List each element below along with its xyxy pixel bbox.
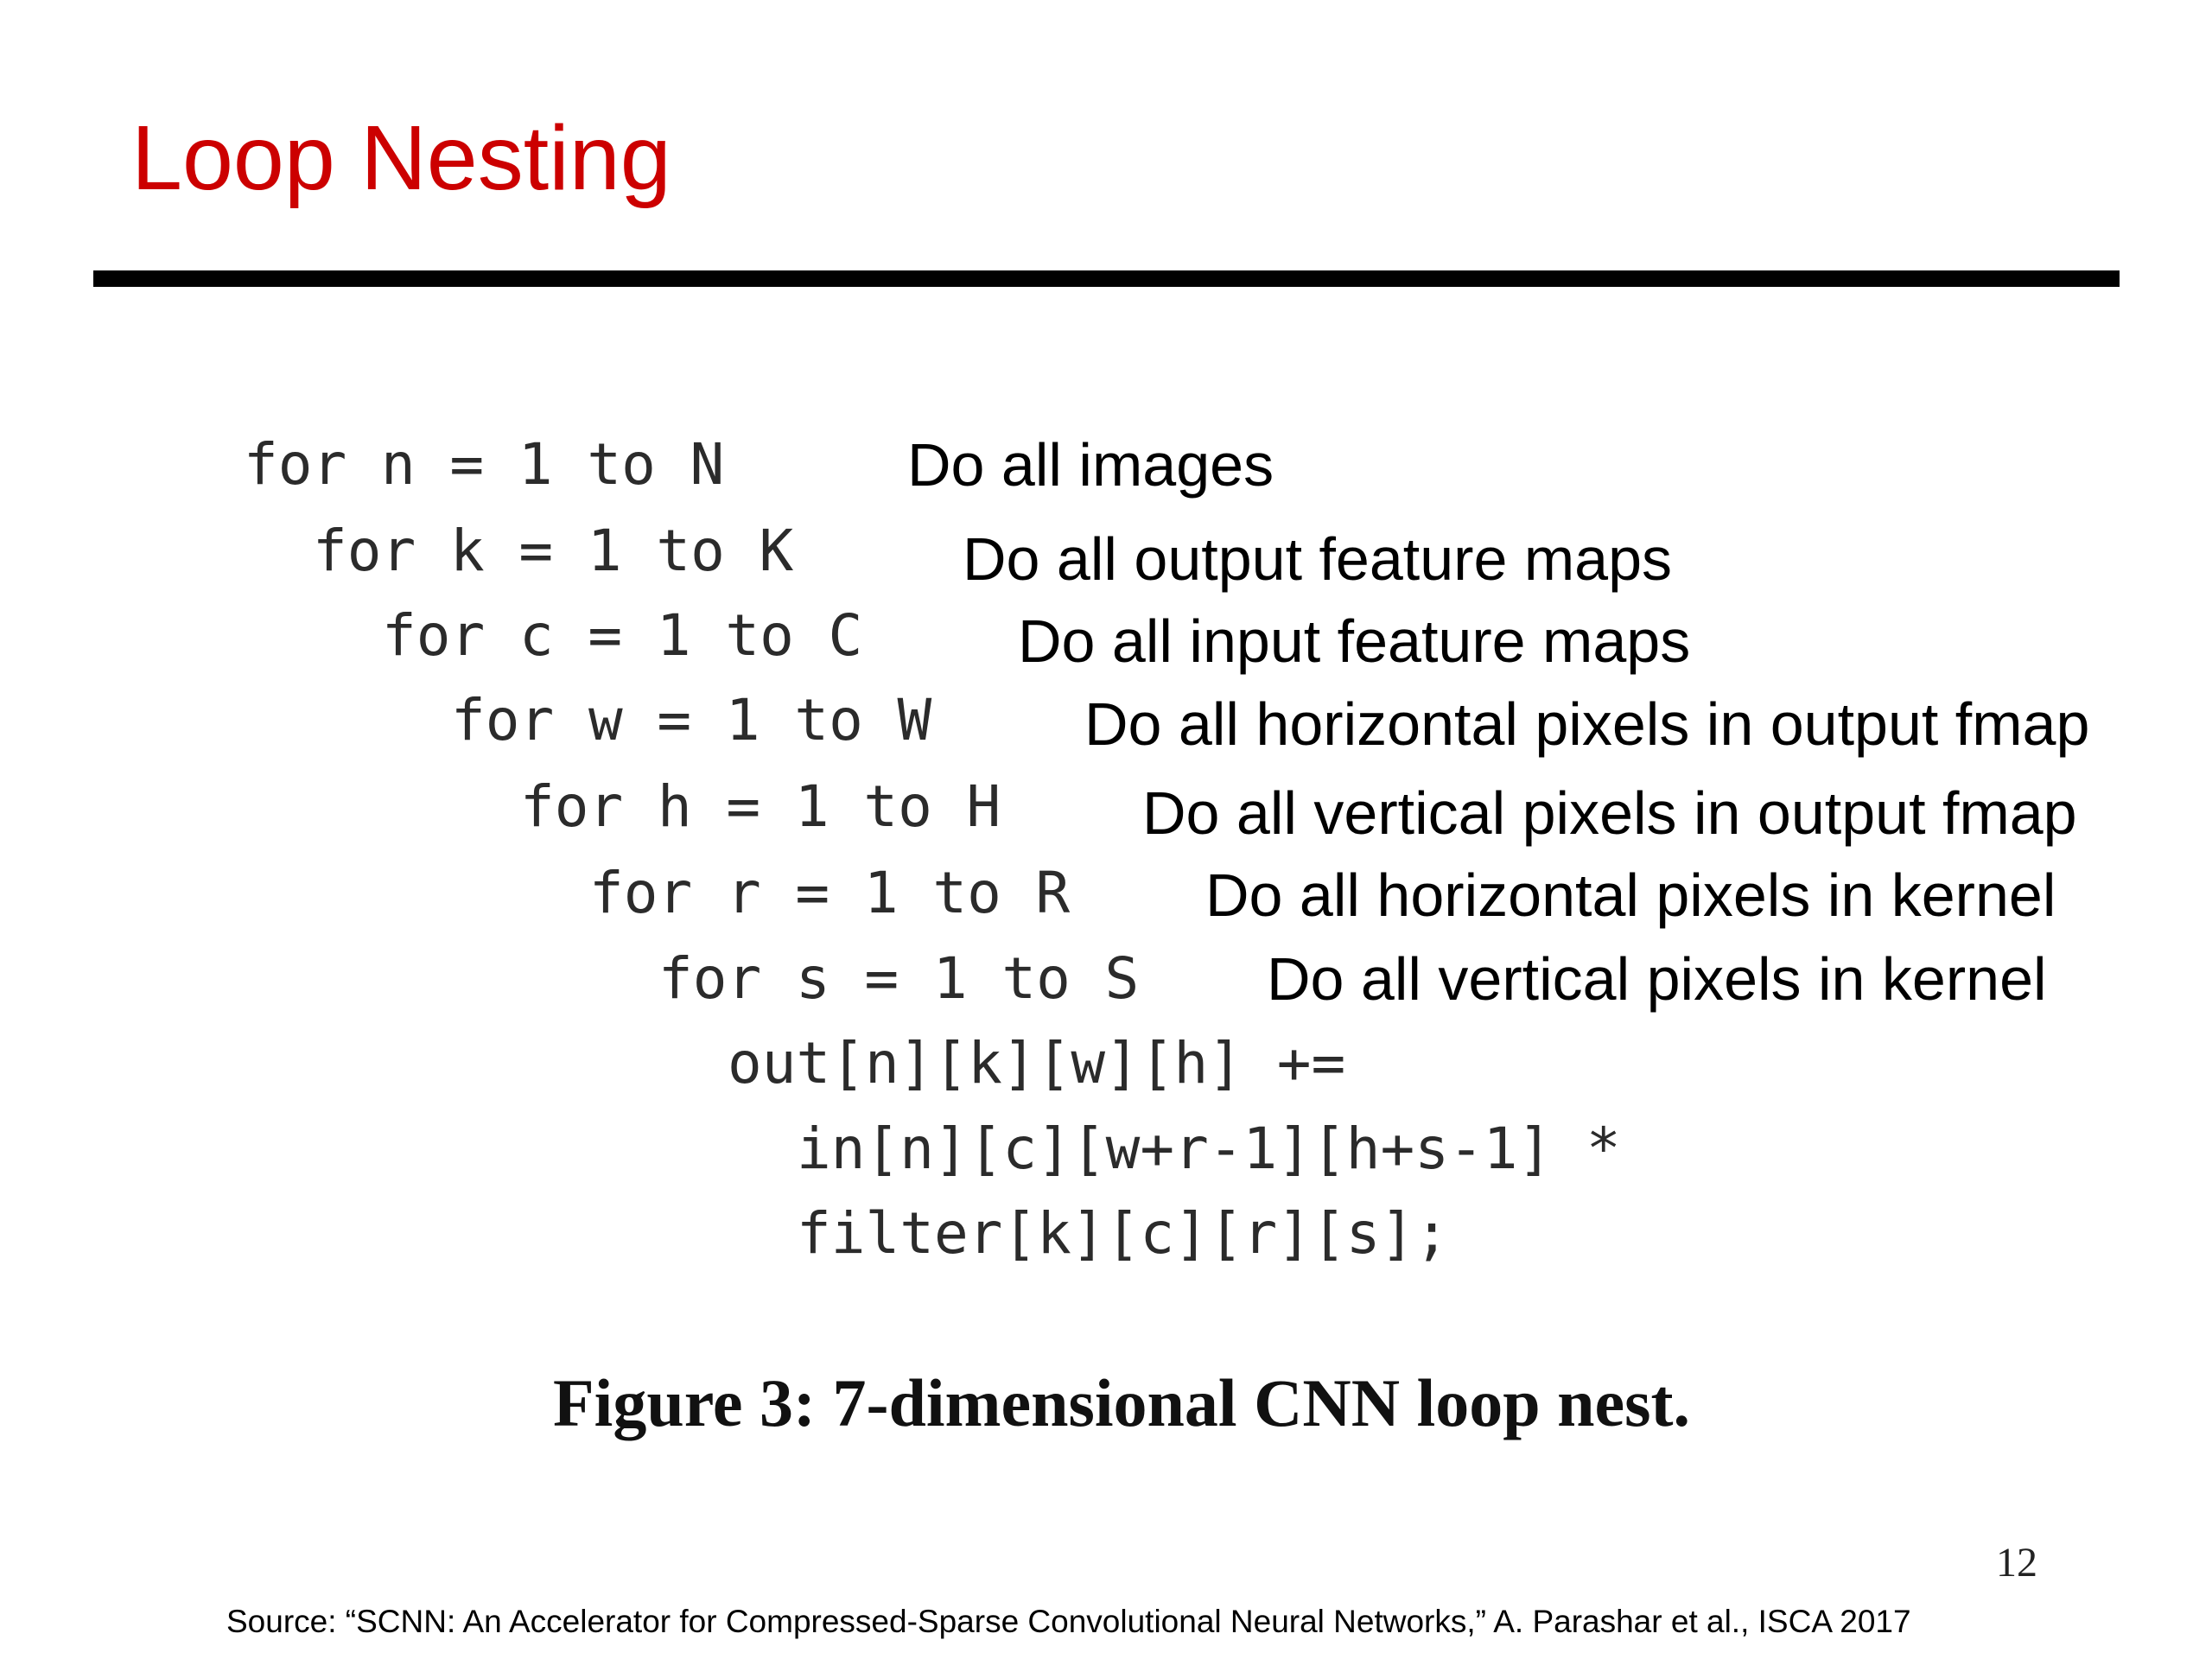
- annotation-vertical-kernel-pixels: Do all vertical pixels in kernel: [1267, 945, 2047, 1013]
- annotation-input-feature-maps: Do all input feature maps: [1018, 607, 1691, 675]
- annotation-horizontal-kernel-pixels: Do all horizontal pixels in kernel: [1205, 861, 2056, 929]
- code-line-loop-s: for s = 1 to S: [658, 945, 1140, 1012]
- code-line-filter-term: filter[k][c][r][s];: [797, 1200, 1449, 1267]
- code-line-input-term: in[n][c][w+r-1][h+s-1] *: [797, 1116, 1621, 1182]
- annotation-vertical-output-pixels: Do all vertical pixels in output fmap: [1142, 779, 2077, 847]
- code-line-loop-h: for h = 1 to H: [520, 773, 1001, 840]
- code-line-accumulate: out[n][k][w][h] +=: [728, 1030, 1346, 1096]
- page-number: 12: [1996, 1540, 2037, 1586]
- code-line-loop-n: for n = 1 to N: [244, 431, 725, 498]
- slide-title: Loop Nesting: [131, 107, 671, 209]
- code-line-loop-c: for c = 1 to C: [382, 602, 863, 669]
- figure-caption: Figure 3: 7-dimensional CNN loop nest.: [553, 1365, 1690, 1440]
- source-citation: Source: “SCNN: An Accelerator for Compressed-Sparse Convolutional Neural Networks,” A. Parashar et al., ISCA 2017: [226, 1604, 1911, 1639]
- code-line-loop-k: for k = 1 to K: [313, 518, 794, 584]
- annotation-horizontal-output-pixels: Do all horizontal pixels in output fmap: [1084, 690, 2090, 758]
- annotation-output-feature-maps: Do all output feature maps: [963, 525, 1673, 593]
- code-line-loop-r: for r = 1 to R: [589, 860, 1071, 926]
- code-line-loop-w: for w = 1 to W: [451, 687, 932, 753]
- title-divider: [93, 270, 2120, 287]
- annotation-images: Do all images: [907, 431, 1274, 499]
